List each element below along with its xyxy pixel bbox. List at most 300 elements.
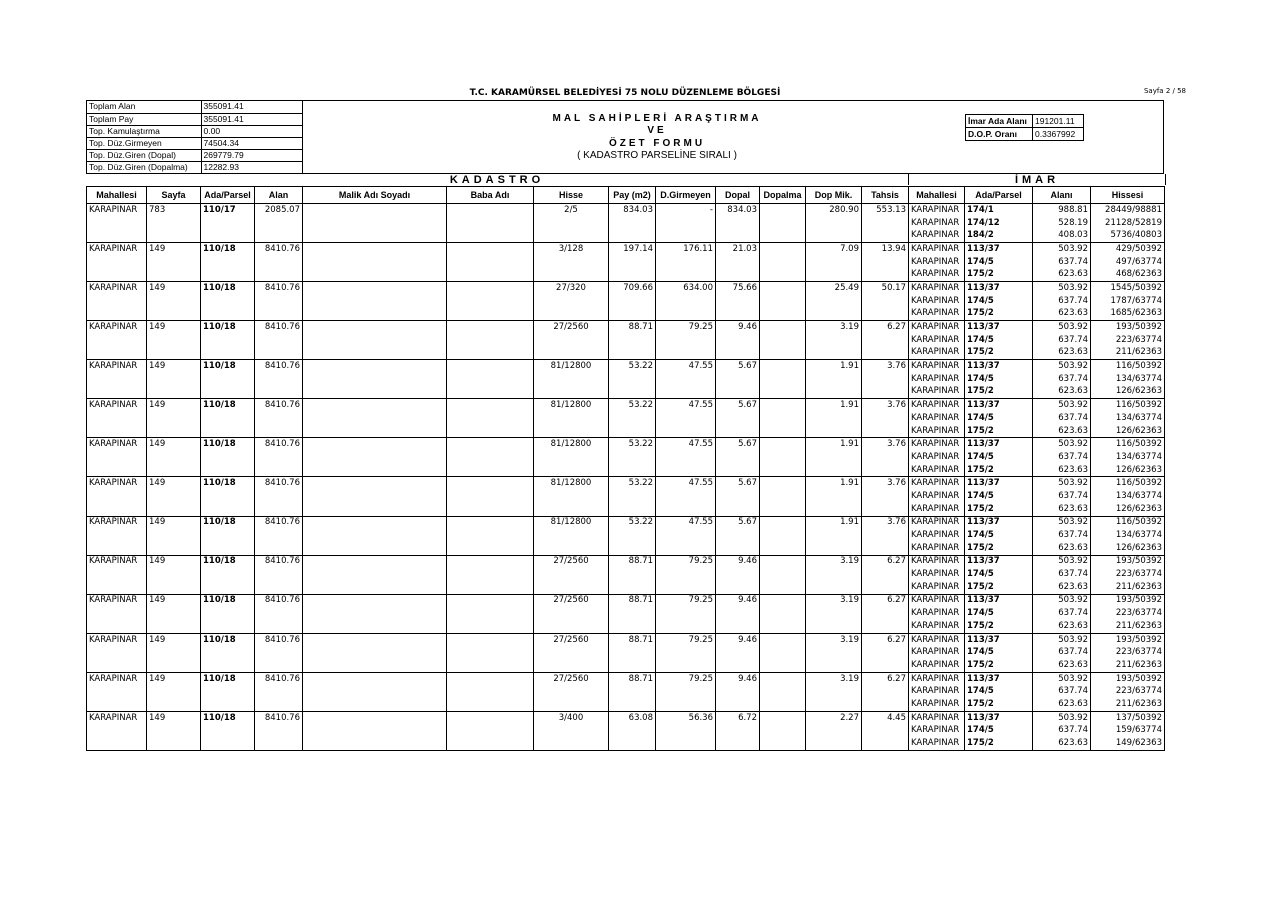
cell-alan <box>255 373 303 386</box>
imar-cell-alani: 637.74 <box>1033 334 1091 347</box>
cell-dopalma <box>760 438 806 451</box>
cell-dopalma <box>760 229 806 242</box>
totals-value: 74504.34 <box>201 137 302 149</box>
cell-pay: 197.14 <box>609 243 656 256</box>
cell-alan <box>255 256 303 269</box>
cell-malik <box>303 373 447 386</box>
cell-dgirmeyen <box>656 386 716 399</box>
totals-row <box>87 125 302 137</box>
cell-tahsis <box>862 308 909 321</box>
cell-baba <box>447 503 534 516</box>
cell-dgirmeyen: 47.55 <box>656 516 716 529</box>
imar-cell-mahalle: KARAPINAR <box>909 268 965 281</box>
cell-dopalma <box>760 334 806 347</box>
cell-sayfa: 149 <box>147 672 201 685</box>
cell-ada-parsel <box>201 386 255 399</box>
imar-cell-alani: 503.92 <box>1033 711 1091 724</box>
cell-hisse <box>534 295 609 308</box>
imar-cell-hissesi: 1787/63774 <box>1091 295 1165 308</box>
cell-ada-parsel <box>201 412 255 425</box>
cell-dopalma <box>760 217 806 230</box>
cell-dopmik <box>806 568 862 581</box>
cell-pay <box>609 659 656 672</box>
cell-dopal <box>716 529 760 542</box>
table-row <box>87 620 1165 633</box>
imar-cell-hissesi: 137/50392 <box>1091 711 1165 724</box>
cell-alan: 8410.76 <box>255 477 303 490</box>
cell-pay <box>609 229 656 242</box>
cell-pay: 53.22 <box>609 438 656 451</box>
section-imar: İMAR <box>908 174 1166 185</box>
cell-mahalle: KARAPINAR <box>87 477 147 490</box>
imar-cell-hissesi: 193/50392 <box>1091 633 1165 646</box>
cell-malik <box>303 321 447 334</box>
cell-hisse: 27/2560 <box>534 633 609 646</box>
imar-cell-ada-parsel: 175/2 <box>965 503 1033 516</box>
totals-row <box>87 101 302 113</box>
cell-dopmik <box>806 529 862 542</box>
table-row <box>87 516 1165 529</box>
cell-baba <box>447 425 534 438</box>
cell-dopalma <box>760 204 806 217</box>
cell-dopmik <box>806 412 862 425</box>
imar-cell-alani: 528.19 <box>1033 217 1091 230</box>
cell-dopmik <box>806 386 862 399</box>
cell-pay: 63.08 <box>609 711 656 724</box>
cell-pay <box>609 308 656 321</box>
cell-hisse <box>534 268 609 281</box>
imar-cell-mahalle: KARAPINAR <box>909 659 965 672</box>
imar-cell-hissesi: 193/50392 <box>1091 672 1165 685</box>
cell-sayfa <box>147 698 201 711</box>
cell-baba <box>447 464 534 477</box>
cell-dopmik <box>806 737 862 750</box>
cell-ada-parsel <box>201 229 255 242</box>
imar-cell-hissesi: 126/62363 <box>1091 503 1165 516</box>
cell-pay: 53.22 <box>609 477 656 490</box>
cell-ada-parsel: 110/18 <box>201 243 255 256</box>
cell-mahalle: KARAPINAR <box>87 438 147 451</box>
cell-baba <box>447 373 534 386</box>
cell-malik <box>303 399 447 412</box>
cell-pay <box>609 425 656 438</box>
cell-malik <box>303 243 447 256</box>
imar-cell-alani: 623.63 <box>1033 386 1091 399</box>
table-row <box>87 438 1165 451</box>
imar-cell-hissesi: 126/62363 <box>1091 464 1165 477</box>
cell-dopalma <box>760 373 806 386</box>
table-row <box>87 737 1165 750</box>
cell-dopmik <box>806 646 862 659</box>
cell-dopalma <box>760 386 806 399</box>
cell-alan <box>255 334 303 347</box>
imar-cell-hissesi: 211/62363 <box>1091 581 1165 594</box>
cell-dopal <box>716 229 760 242</box>
cell-dopalma <box>760 620 806 633</box>
cell-dopmik <box>806 725 862 738</box>
cell-dgirmeyen <box>656 529 716 542</box>
cell-malik <box>303 334 447 347</box>
cell-malik <box>303 386 447 399</box>
cell-sayfa <box>147 646 201 659</box>
imar-cell-hissesi: 1685/62363 <box>1091 308 1165 321</box>
imar-cell-ada-parsel: 174/5 <box>965 607 1033 620</box>
imar-cell-hissesi: 223/63774 <box>1091 568 1165 581</box>
cell-malik <box>303 425 447 438</box>
cell-alan <box>255 490 303 503</box>
imar-cell-ada-parsel: 175/2 <box>965 268 1033 281</box>
cell-malik <box>303 737 447 750</box>
imar-cell-hissesi: 159/63774 <box>1091 725 1165 738</box>
cell-hisse <box>534 217 609 230</box>
cell-pay <box>609 737 656 750</box>
cell-mahalle <box>87 412 147 425</box>
cell-alan <box>255 386 303 399</box>
cell-hisse: 81/12800 <box>534 516 609 529</box>
imar-summary-label: D.O.P. Oranı <box>966 128 1033 141</box>
cell-mahalle <box>87 490 147 503</box>
cell-tahsis <box>862 490 909 503</box>
imar-cell-alani: 503.92 <box>1033 594 1091 607</box>
cell-alan <box>255 620 303 633</box>
cell-tahsis: 6.27 <box>862 672 909 685</box>
cell-baba <box>447 633 534 646</box>
column-header: Dop Mik. <box>806 187 862 204</box>
totals-row <box>87 113 302 125</box>
cell-pay <box>609 685 656 698</box>
imar-cell-alani: 503.92 <box>1033 399 1091 412</box>
cell-baba <box>447 256 534 269</box>
cell-ada-parsel: 110/18 <box>201 477 255 490</box>
cell-dopmik: 2.27 <box>806 711 862 724</box>
cell-dopal: 9.46 <box>716 594 760 607</box>
cell-dopal <box>716 503 760 516</box>
cell-malik <box>303 607 447 620</box>
imar-cell-ada-parsel: 175/2 <box>965 425 1033 438</box>
imar-cell-mahalle: KARAPINAR <box>909 373 965 386</box>
cell-dopmik: 3.19 <box>806 321 862 334</box>
cell-dopalma <box>760 633 806 646</box>
imar-cell-alani: 503.92 <box>1033 438 1091 451</box>
cell-malik <box>303 568 447 581</box>
cell-dopal <box>716 607 760 620</box>
cell-ada-parsel <box>201 347 255 360</box>
cell-pay: 53.22 <box>609 516 656 529</box>
cell-baba <box>447 568 534 581</box>
table-row <box>87 399 1165 412</box>
imar-cell-mahalle: KARAPINAR <box>909 607 965 620</box>
cell-malik <box>303 308 447 321</box>
imar-cell-alani: 637.74 <box>1033 412 1091 425</box>
cell-dgirmeyen <box>656 412 716 425</box>
form-title-line1: MAL SAHİPLERİ ARAŞTIRMA <box>552 113 762 124</box>
cell-hisse <box>534 451 609 464</box>
imar-cell-alani: 503.92 <box>1033 672 1091 685</box>
imar-cell-mahalle: KARAPINAR <box>909 295 965 308</box>
imar-summary-row <box>966 115 1084 128</box>
imar-cell-ada-parsel: 174/5 <box>965 451 1033 464</box>
cell-ada-parsel <box>201 490 255 503</box>
cell-baba <box>447 268 534 281</box>
cell-pay <box>609 451 656 464</box>
cell-malik <box>303 451 447 464</box>
cell-dopmik: 1.91 <box>806 516 862 529</box>
table-row <box>87 386 1165 399</box>
cell-sayfa <box>147 659 201 672</box>
cell-hisse <box>534 373 609 386</box>
cell-dgirmeyen <box>656 295 716 308</box>
cell-malik <box>303 464 447 477</box>
totals-row <box>87 137 302 149</box>
cell-hisse <box>534 490 609 503</box>
cell-malik <box>303 685 447 698</box>
cell-dopalma <box>760 711 806 724</box>
totals-label: Top. Düz.Girmeyen <box>87 137 201 149</box>
totals-value: 12282.93 <box>201 161 302 173</box>
table-row <box>87 542 1165 555</box>
imar-cell-ada-parsel: 113/37 <box>965 516 1033 529</box>
cell-ada-parsel <box>201 685 255 698</box>
cell-alan <box>255 659 303 672</box>
column-header: Mahallesi <box>909 187 965 204</box>
cell-dgirmeyen <box>656 685 716 698</box>
imar-cell-mahalle: KARAPINAR <box>909 229 965 242</box>
cell-sayfa <box>147 464 201 477</box>
column-header: Tahsis <box>862 187 909 204</box>
cell-mahalle <box>87 308 147 321</box>
cell-mahalle: KARAPINAR <box>87 672 147 685</box>
cell-dopalma <box>760 295 806 308</box>
cell-sayfa: 149 <box>147 282 201 295</box>
cell-malik <box>303 711 447 724</box>
cell-pay <box>609 503 656 516</box>
cell-baba <box>447 321 534 334</box>
cell-mahalle <box>87 425 147 438</box>
cell-dopalma <box>760 451 806 464</box>
imar-cell-mahalle: KARAPINAR <box>909 542 965 555</box>
imar-cell-mahalle: KARAPINAR <box>909 737 965 750</box>
cell-malik <box>303 229 447 242</box>
cell-dopmik <box>806 268 862 281</box>
cell-baba <box>447 282 534 295</box>
cell-dopmik <box>806 334 862 347</box>
cell-hisse: 81/12800 <box>534 399 609 412</box>
cell-ada-parsel <box>201 217 255 230</box>
imar-cell-mahalle: KARAPINAR <box>909 685 965 698</box>
cell-dgirmeyen: 47.55 <box>656 477 716 490</box>
cell-malik <box>303 516 447 529</box>
cell-hisse <box>534 529 609 542</box>
cell-sayfa <box>147 490 201 503</box>
cell-malik <box>303 581 447 594</box>
cell-mahalle: KARAPINAR <box>87 360 147 373</box>
cell-baba <box>447 685 534 698</box>
cell-dopal <box>716 737 760 750</box>
cell-hisse <box>534 581 609 594</box>
cell-malik <box>303 282 447 295</box>
cell-dopalma <box>760 490 806 503</box>
imar-cell-mahalle: KARAPINAR <box>909 386 965 399</box>
cell-baba <box>447 659 534 672</box>
cell-dopmik <box>806 373 862 386</box>
totals-label: Top. Düz.Giren (Dopal) <box>87 149 201 161</box>
cell-dopal <box>716 490 760 503</box>
cell-tahsis <box>862 529 909 542</box>
cell-dopalma <box>760 737 806 750</box>
cell-ada-parsel: 110/18 <box>201 282 255 295</box>
cell-alan <box>255 268 303 281</box>
imar-cell-mahalle: KARAPINAR <box>909 633 965 646</box>
cell-dopal <box>716 295 760 308</box>
cell-dgirmeyen <box>656 217 716 230</box>
cell-sayfa: 783 <box>147 204 201 217</box>
imar-cell-mahalle: KARAPINAR <box>909 412 965 425</box>
cell-dopalma <box>760 477 806 490</box>
column-header: Dopalma <box>760 187 806 204</box>
cell-ada-parsel <box>201 268 255 281</box>
imar-cell-hissesi: 134/63774 <box>1091 490 1165 503</box>
cell-malik <box>303 503 447 516</box>
cell-baba <box>447 229 534 242</box>
cell-tahsis <box>862 725 909 738</box>
cell-alan: 8410.76 <box>255 438 303 451</box>
cell-dopmik: 3.19 <box>806 555 862 568</box>
cell-sayfa: 149 <box>147 438 201 451</box>
cell-pay <box>609 646 656 659</box>
cell-sayfa: 149 <box>147 711 201 724</box>
cell-dopalma <box>760 555 806 568</box>
cell-tahsis <box>862 256 909 269</box>
cell-dgirmeyen <box>656 334 716 347</box>
imar-cell-ada-parsel: 174/5 <box>965 295 1033 308</box>
cell-dopal: 5.67 <box>716 516 760 529</box>
cell-sayfa <box>147 542 201 555</box>
imar-cell-hissesi: 223/63774 <box>1091 607 1165 620</box>
imar-cell-mahalle: KARAPINAR <box>909 256 965 269</box>
cell-alan <box>255 425 303 438</box>
imar-cell-ada-parsel: 174/5 <box>965 490 1033 503</box>
cell-mahalle <box>87 229 147 242</box>
cell-baba <box>447 490 534 503</box>
cell-alan <box>255 451 303 464</box>
cell-baba <box>447 295 534 308</box>
cell-dopmik: 280.90 <box>806 204 862 217</box>
cell-pay <box>609 698 656 711</box>
cell-dgirmeyen <box>656 725 716 738</box>
imar-cell-alani: 637.74 <box>1033 529 1091 542</box>
table-row <box>87 229 1165 242</box>
cell-malik <box>303 268 447 281</box>
cell-dopmik <box>806 685 862 698</box>
cell-dopmik: 3.19 <box>806 594 862 607</box>
cell-dopmik: 3.19 <box>806 633 862 646</box>
cell-alan: 8410.76 <box>255 399 303 412</box>
cell-pay <box>609 607 656 620</box>
cell-dopal: 834.03 <box>716 204 760 217</box>
cell-tahsis <box>862 503 909 516</box>
imar-cell-ada-parsel: 174/5 <box>965 334 1033 347</box>
cell-dopal <box>716 568 760 581</box>
cell-dopal <box>716 373 760 386</box>
cell-hisse <box>534 308 609 321</box>
cell-dgirmeyen <box>656 659 716 672</box>
table-row <box>87 529 1165 542</box>
table-row <box>87 581 1165 594</box>
cell-pay <box>609 295 656 308</box>
imar-cell-hissesi: 116/50392 <box>1091 360 1165 373</box>
cell-pay <box>609 386 656 399</box>
cell-pay: 88.71 <box>609 633 656 646</box>
cell-hisse: 27/2560 <box>534 594 609 607</box>
table-row <box>87 464 1165 477</box>
imar-cell-ada-parsel: 174/5 <box>965 685 1033 698</box>
cell-dgirmeyen <box>656 256 716 269</box>
imar-cell-hissesi: 211/62363 <box>1091 698 1165 711</box>
table-row <box>87 243 1165 256</box>
cell-malik <box>303 555 447 568</box>
imar-cell-alani: 637.74 <box>1033 451 1091 464</box>
cell-pay <box>609 464 656 477</box>
cell-dopmik: 25.49 <box>806 282 862 295</box>
cell-tahsis <box>862 646 909 659</box>
cell-mahalle <box>87 581 147 594</box>
cell-ada-parsel <box>201 542 255 555</box>
imar-cell-ada-parsel: 113/37 <box>965 243 1033 256</box>
form-title-line3: ÖZET FORMU <box>608 137 706 149</box>
cell-ada-parsel <box>201 646 255 659</box>
imar-cell-hissesi: 223/63774 <box>1091 646 1165 659</box>
cell-baba <box>447 308 534 321</box>
imar-cell-ada-parsel: 175/2 <box>965 386 1033 399</box>
cell-baba <box>447 555 534 568</box>
cell-ada-parsel <box>201 568 255 581</box>
imar-cell-hissesi: 5736/40803 <box>1091 229 1165 242</box>
cell-dopalma <box>760 464 806 477</box>
cell-hisse: 81/12800 <box>534 360 609 373</box>
cell-tahsis <box>862 451 909 464</box>
cell-dgirmeyen <box>656 646 716 659</box>
imar-cell-alani: 503.92 <box>1033 243 1091 256</box>
imar-cell-alani: 623.63 <box>1033 620 1091 633</box>
cell-alan <box>255 464 303 477</box>
imar-cell-mahalle: KARAPINAR <box>909 725 965 738</box>
cell-hisse <box>534 412 609 425</box>
imar-summary-value: 191201.11 <box>1033 115 1084 128</box>
table-row <box>87 204 1165 217</box>
cell-ada-parsel <box>201 659 255 672</box>
table-row <box>87 256 1165 269</box>
table-row <box>87 308 1165 321</box>
cell-dopalma <box>760 243 806 256</box>
imar-cell-ada-parsel: 174/5 <box>965 373 1033 386</box>
cell-dgirmeyen <box>656 607 716 620</box>
cell-sayfa <box>147 412 201 425</box>
imar-cell-mahalle: KARAPINAR <box>909 308 965 321</box>
imar-cell-alani: 623.63 <box>1033 698 1091 711</box>
imar-cell-hissesi: 193/50392 <box>1091 594 1165 607</box>
column-header: Mahallesi <box>87 187 147 204</box>
imar-cell-alani: 637.74 <box>1033 725 1091 738</box>
imar-cell-ada-parsel: 175/2 <box>965 659 1033 672</box>
cell-dopalma <box>760 256 806 269</box>
cell-dgirmeyen: 634.00 <box>656 282 716 295</box>
table-row <box>87 633 1165 646</box>
cell-malik <box>303 672 447 685</box>
cell-alan <box>255 308 303 321</box>
cell-dopmik <box>806 256 862 269</box>
cell-dopal: 9.46 <box>716 321 760 334</box>
cell-ada-parsel <box>201 737 255 750</box>
